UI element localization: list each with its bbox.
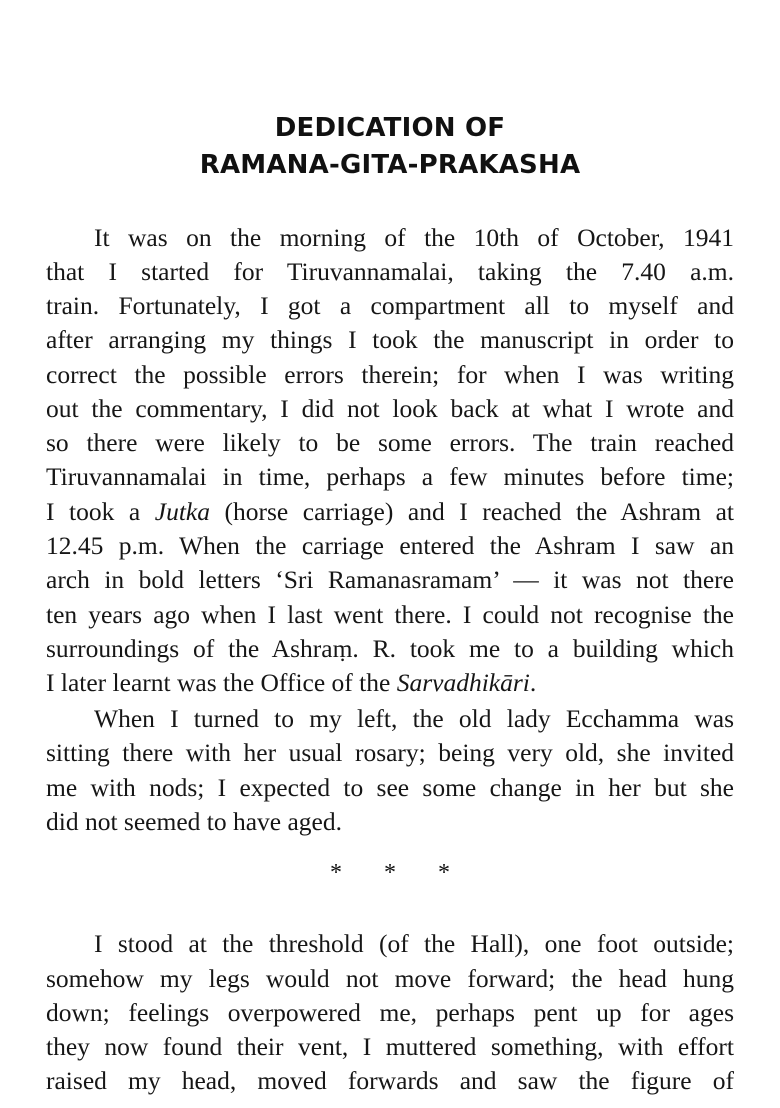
text-line: correct the possible errors therein; for when I was writing xyxy=(46,360,734,389)
text-line: I stood at the threshold (of the Hall), one foot outside; xyxy=(94,929,734,958)
text-span: I took a xyxy=(46,497,155,526)
text-line: surroundings of the Ashraṃ. R. took me to a building which xyxy=(46,634,734,663)
text-span: (horse carriage) and I reached the Ashram at xyxy=(209,497,734,526)
text-line: It was on the morning of the 10th of October, 1941 xyxy=(94,223,734,252)
text-line: they now found their vent, I muttered something, with effort xyxy=(46,1032,734,1061)
chapter-title-line-1: DEDICATION OF xyxy=(274,113,506,143)
text-line: Tiruvannamalai in time, perhaps a few minutes before time; xyxy=(46,462,734,491)
text-line: did not seemed to have aged. xyxy=(46,807,342,836)
text-line: me with nods; I expected to see some change in her but she xyxy=(46,773,734,802)
text-span: I later learnt was the Office of the xyxy=(46,668,397,697)
text-line: sitting there with her usual rosary; being very old, she invited xyxy=(46,738,734,767)
text-line: that I started for Tiruvannamalai, taking the 7.40 a.m. xyxy=(46,257,734,286)
text-line: When I turned to my left, the old lady Ecchamma was xyxy=(94,704,734,733)
text-line: 12.45 p.m. When the carriage entered the Ashram I saw an xyxy=(46,531,734,560)
text-line: train. Fortunately, I got a compartment all to myself and xyxy=(46,291,734,320)
text-line: raised my head, moved forwards and saw the figure of xyxy=(46,1066,734,1095)
text-line: down; feelings overpowered me, perhaps pent up for ages xyxy=(46,998,734,1027)
text-line: out the commentary, I did not look back at what I wrote and xyxy=(46,394,734,423)
text-span: . xyxy=(529,668,537,697)
text-line: somehow my legs would not move forward; the head hung xyxy=(46,964,734,993)
chapter-title-line-2: RAMANA-GITA-PRAKASHA xyxy=(199,150,581,180)
text-line: after arranging my things I took the manuscript in order to xyxy=(46,325,734,354)
italic-term-sarvadhikari: Sarvadhikāri xyxy=(396,668,530,697)
text-line: arch in bold letters ‘Sri Ramanasramam’ — it was not there xyxy=(46,565,734,594)
italic-term-jutka: Jutka xyxy=(154,497,210,526)
text-line: so there were likely to be some errors. The train reached xyxy=(46,428,734,457)
section-separator: * * * xyxy=(330,860,468,886)
text-line-with-italic xyxy=(46,497,734,527)
text-line: ten years ago when I last went there. I could not recognise the xyxy=(46,600,734,629)
text-line-with-italic xyxy=(46,668,734,698)
